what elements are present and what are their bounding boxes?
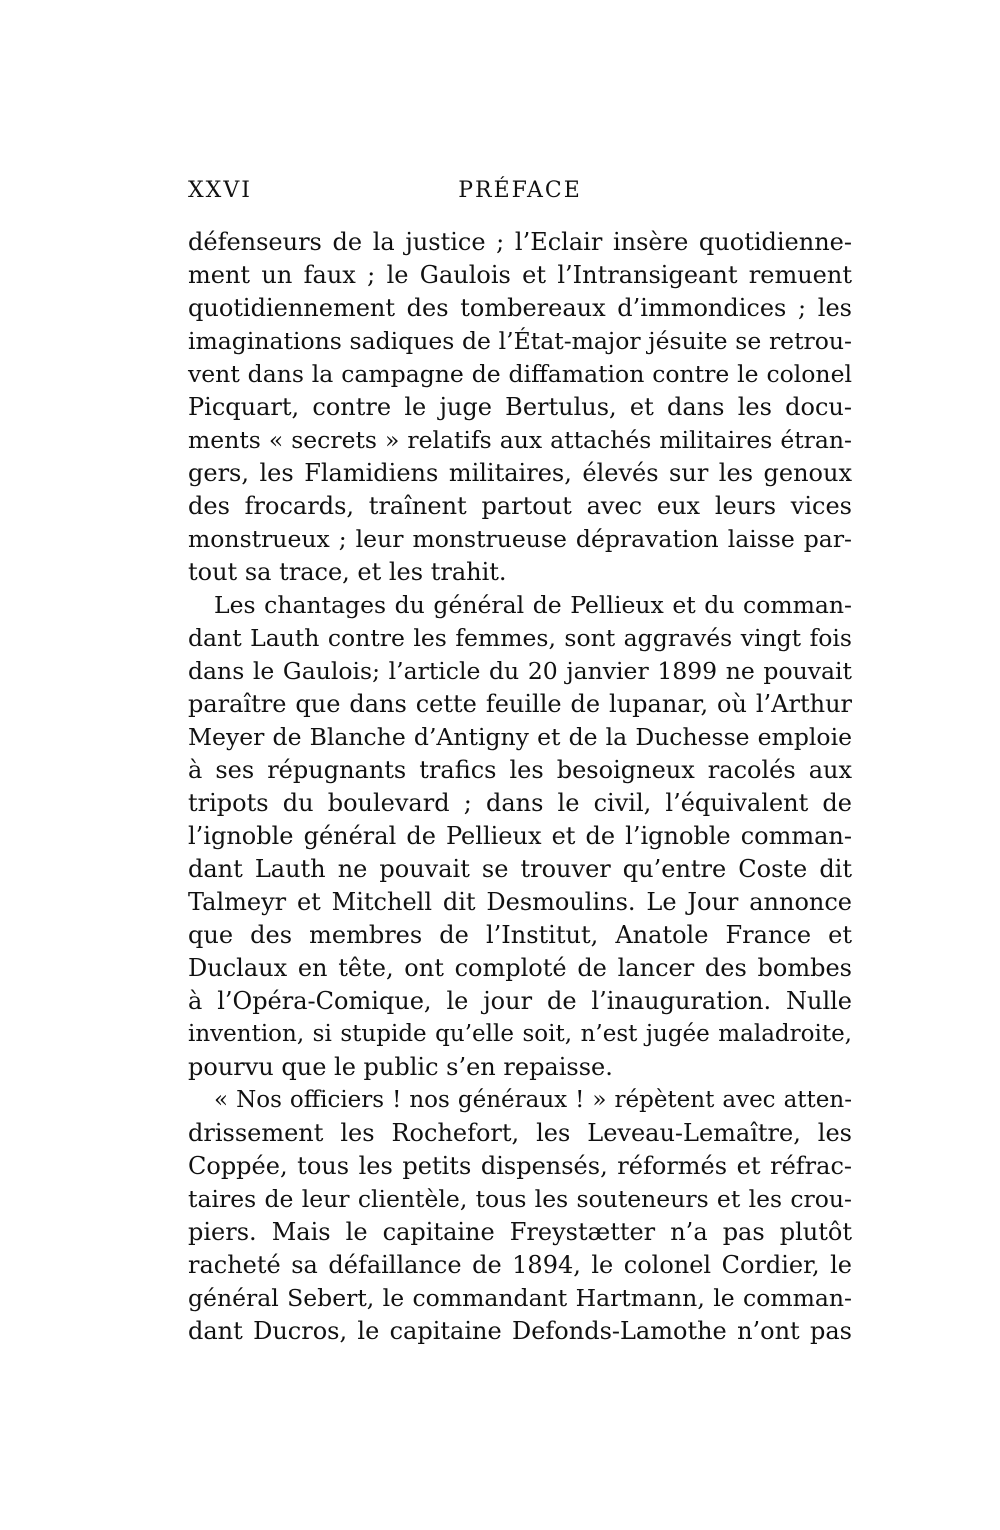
text-line: que des membres de l’Institut, Anatole France et: [188, 921, 852, 949]
text-line: Les chantages du général de Pellieux et du comman-: [214, 591, 852, 619]
text-line: monstrueux ; leur monstrueuse dépravation laisse par-: [188, 525, 852, 553]
text-line: Duclaux en tête, ont comploté de lancer des bombes: [188, 954, 852, 982]
text-line: drissement les Rochefort, les Leveau-Lemaître, les: [188, 1119, 852, 1147]
text-line: dant Lauth ne pouvait se trouver qu’entre Coste dit: [188, 855, 852, 883]
text-line: tripots du boulevard ; dans le civil, l’équivalent de: [188, 789, 852, 817]
text-line: dant Lauth contre les femmes, sont aggravés vingt fois: [188, 624, 852, 652]
text-line: racheté sa défaillance de 1894, le colonel Cordier, le: [188, 1251, 852, 1279]
text-line: « Nos officiers ! nos généraux ! » répètent avec atten-: [214, 1087, 852, 1113]
text-line: des frocards, traînent partout avec eux leurs vices: [188, 492, 852, 520]
running-head: [188, 178, 852, 210]
text-line: piers. Mais le capitaine Freystætter n’a pas plutôt: [188, 1218, 852, 1246]
text-line: Talmeyr et Mitchell dit Desmoulins. Le Jour annonce: [188, 888, 852, 916]
text-line: à ses répugnants trafics les besoigneux racolés aux: [188, 756, 852, 784]
text-line: taires de leur clientèle, tous les souteneurs et les crou-: [188, 1185, 852, 1213]
text-line: paraître que dans cette feuille de lupanar, où l’Arthur: [188, 690, 852, 718]
text-line: Picquart, contre le juge Bertulus, et dans les docu-: [188, 393, 852, 421]
running-title: PRÉFACE: [458, 178, 582, 203]
text-line: l’ignoble général de Pellieux et de l’ignoble comman-: [188, 822, 852, 850]
text-line: dant Ducros, le capitaine Defonds-Lamothe n’ont pas: [188, 1317, 852, 1345]
text-line: ments « secrets » relatifs aux attachés militaires étran-: [188, 426, 852, 454]
text-line: tout sa trace, et les trahit.: [188, 558, 507, 586]
text-line: quotidiennement des tombereaux d’immondices ; les: [188, 294, 852, 322]
text-line: défenseurs de la justice ; l’Eclair insère quotidienne-: [188, 228, 852, 256]
text-line: à l’Opéra-Comique, le jour de l’inauguration. Nulle: [188, 987, 852, 1015]
text-line: dans le Gaulois; l’article du 20 janvier 1899 ne pouvait: [188, 657, 852, 685]
body-text: [188, 226, 852, 1348]
text-line: vent dans la campagne de diffamation contre le colonel: [188, 360, 852, 388]
text-line: pourvu que le public s’en repaisse.: [188, 1053, 613, 1081]
text-line: imaginations sadiques de l’État-major jésuite se retrou-: [188, 327, 852, 355]
text-line: Meyer de Blanche d’Antigny et de la Duchesse emploie: [188, 723, 852, 751]
text-line: ment un faux ; le Gaulois et l’Intransigeant remuent: [188, 261, 852, 289]
text-line: général Sebert, le commandant Hartmann, le comman-: [188, 1284, 852, 1312]
text-line: invention, si stupide qu’elle soit, n’est jugée maladroite,: [188, 1021, 852, 1047]
page-number: XXVI: [188, 178, 252, 203]
text-line: Coppée, tous les petits dispensés, réformés et réfrac-: [188, 1152, 852, 1180]
text-line: gers, les Flamidiens militaires, élevés sur les genoux: [188, 459, 852, 487]
